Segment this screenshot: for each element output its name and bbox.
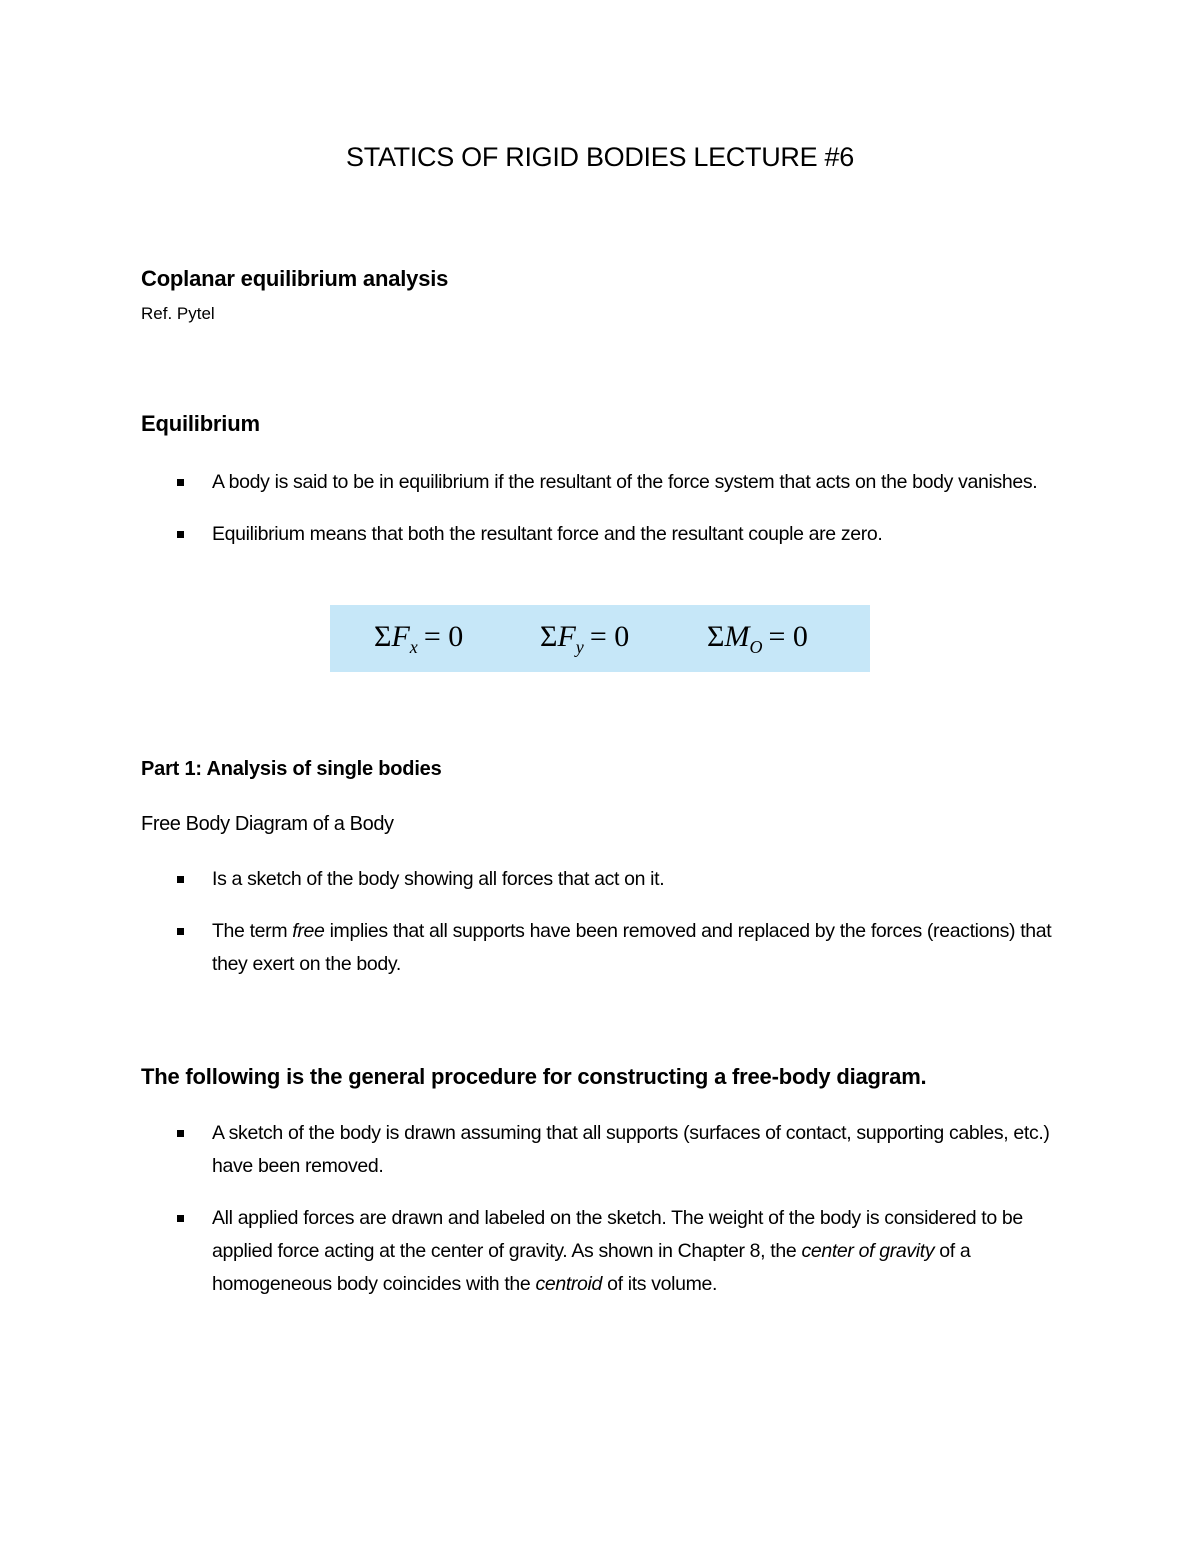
equilibrium-bullet-list [0,466,1200,551]
bullet-square-icon [177,1215,184,1222]
coplanar-heading: Coplanar equilibrium analysis [141,266,449,291]
equilibrium-equations-box [330,605,870,672]
procedure-heading: The following is the general procedure for constructing a free-body diagram. [141,1064,927,1089]
sum-fx-equation: $\Sigma F_x = 0$ [374,620,464,657]
bullet-text: The term free implies that all supports have been removed and replaced by the forces (reactions) that they exert on the body. [212,920,1052,975]
bullet-text: A sketch of the body is drawn assuming that all supports (surfaces of contact, supporting cables, etc.) have been removed. [212,1122,1050,1177]
procedure-bullet-list [0,1117,1200,1301]
sum-fy-equation: $\Sigma F_y = 0$ [540,620,630,657]
bullet-square-icon [177,876,184,883]
reference-text: Ref. Pytel [141,304,215,323]
list-item [0,518,1200,551]
list-item [0,466,1200,499]
bullet-square-icon [177,1130,184,1137]
bullet-square-icon [177,479,184,486]
sum-mo-equation: $\Sigma M_O = 0$ [707,620,808,657]
list-item [0,1117,1200,1183]
bullet-text: Equilibrium means that both the resultant force and the resultant couple are zero. [212,523,883,545]
list-item [0,863,1200,896]
bullet-text: Is a sketch of the body showing all forces that act on it. [212,868,665,890]
fbd-bullet-list [0,863,1200,981]
bullet-text: All applied forces are drawn and labeled on the sketch. The weight of the body is considered to be applied force acting at the center of gravity. As shown in Chapter 8, the center of gravity of a homogeneous body coincides with the centroid of its volume. [212,1207,1023,1295]
bullet-square-icon [177,531,184,538]
bullet-square-icon [177,928,184,935]
list-item [0,1202,1200,1301]
document-title: STATICS OF RIGID BODIES LECTURE #6 [346,142,854,172]
list-item [0,915,1200,981]
part1-heading: Part 1: Analysis of single bodies [141,758,442,780]
bullet-text: A body is said to be in equilibrium if the resultant of the force system that acts on the body vanishes. [212,471,1038,493]
equilibrium-heading: Equilibrium [141,411,260,436]
fbd-subheading: Free Body Diagram of a Body [141,813,394,835]
